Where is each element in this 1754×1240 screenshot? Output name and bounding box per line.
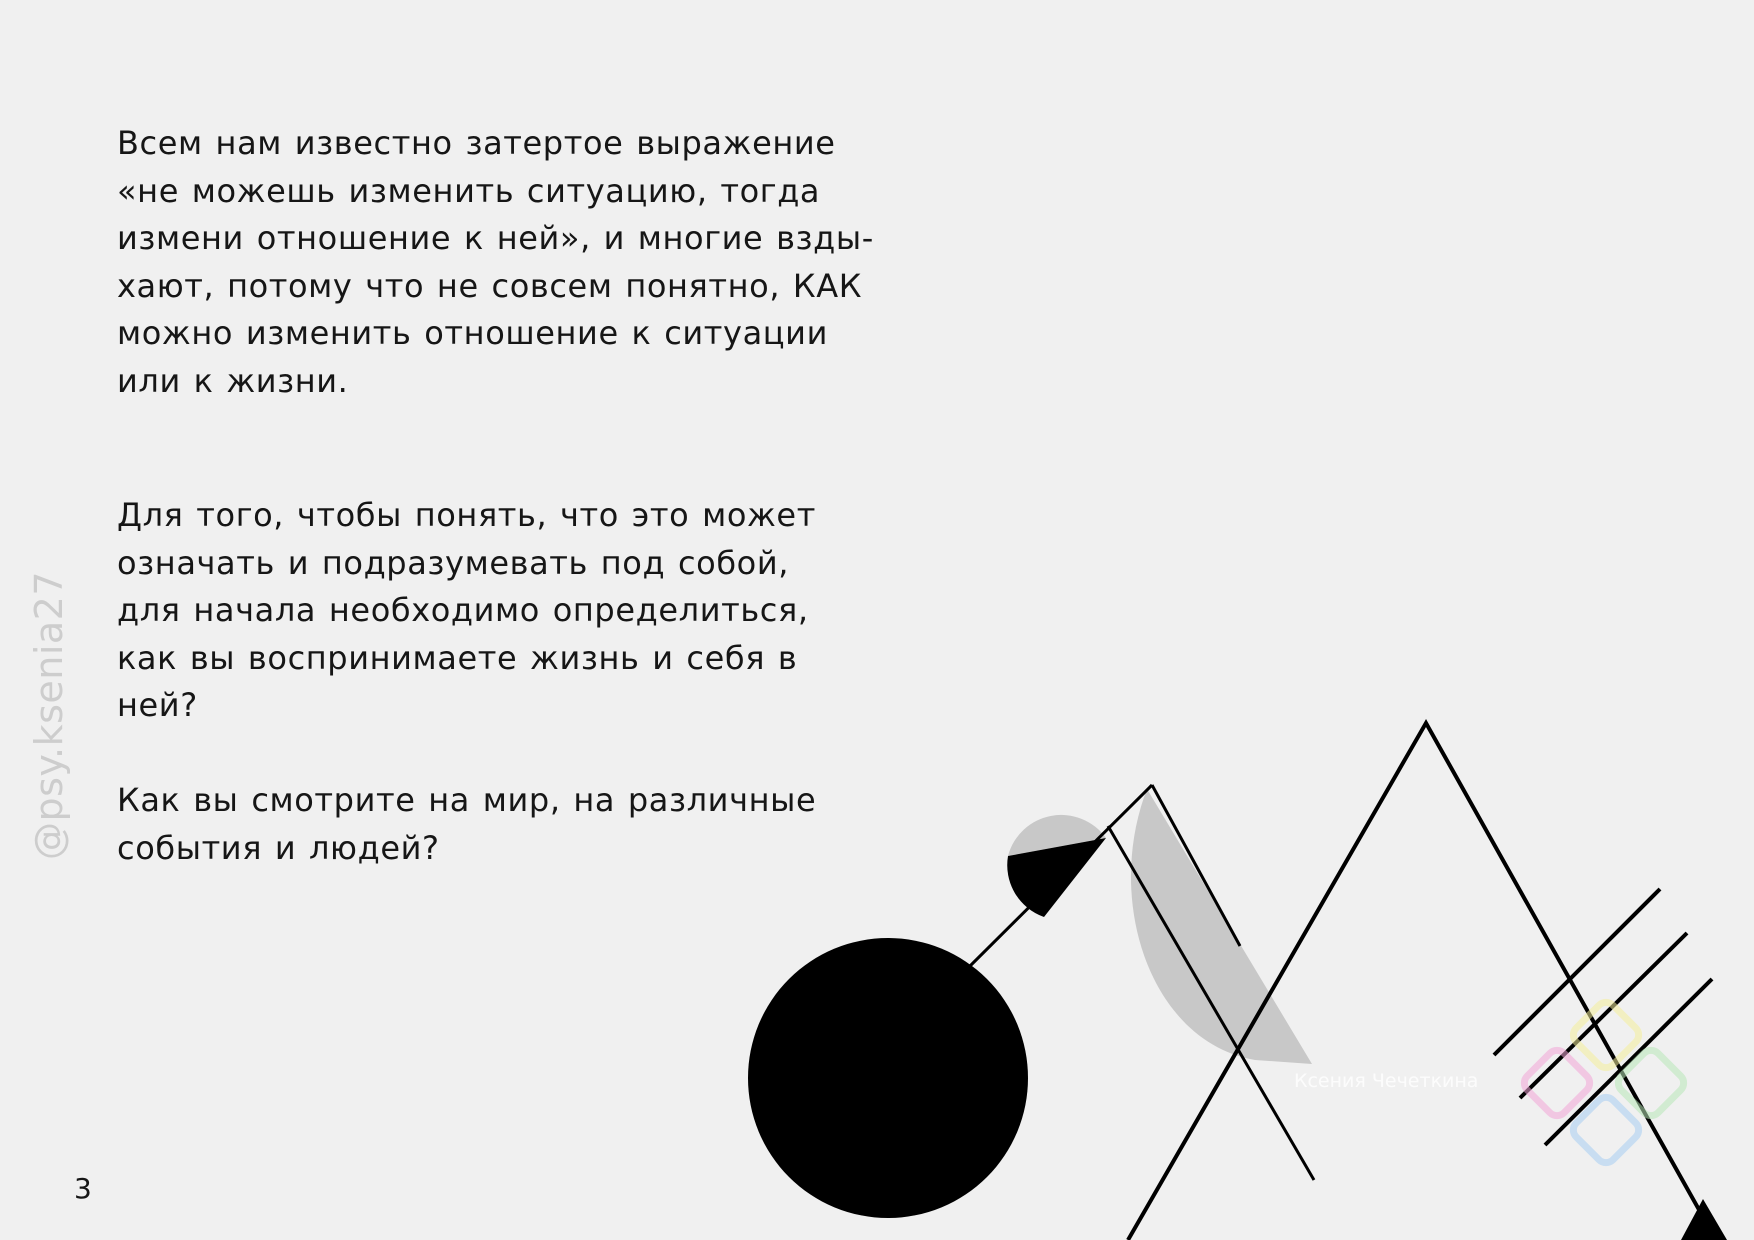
paragraph-intro (117, 120, 917, 405)
text-line: ней? (117, 686, 198, 724)
instagram-handle: @psy.ksenia27 (27, 570, 71, 860)
text-line: можно изменить отношение к ситуации (117, 314, 828, 352)
inner-triangle-left (1108, 826, 1314, 1180)
text-line: или к жизни. (117, 361, 349, 400)
paragraph-question-1 (117, 492, 917, 730)
large-black-circle (748, 938, 1028, 1218)
corner-black-triangle (1681, 1199, 1727, 1240)
page-number: 3 (74, 1172, 92, 1205)
text-line: Как вы смотрите на мир, на различные (117, 781, 817, 819)
text-line: для начала необходимо определиться, (117, 591, 809, 629)
paragraph-question-2 (117, 777, 917, 872)
text-line: как вы воспринимаете жизнь и себя в (117, 638, 798, 677)
text-line: Всем нам известно затертое выражение (117, 124, 836, 162)
text-line: «не можешь изменить ситуацию, тогда (117, 171, 821, 210)
diagonal-line-to-apex (968, 785, 1152, 968)
parallel-line-2 (1520, 933, 1687, 1098)
text-line: события и людей? (117, 828, 440, 867)
text-line: Для того, чтобы понять, что это может (117, 496, 816, 534)
watermark-author-name: Ксения Чечеткина (1294, 1070, 1479, 1092)
text-line: измени отношение к ней», и многие взды- (117, 219, 874, 257)
text-line: означать и подразумевать под собой, (117, 543, 789, 582)
text-line: хают, потому что не совсем понятно, КАК (117, 266, 863, 305)
